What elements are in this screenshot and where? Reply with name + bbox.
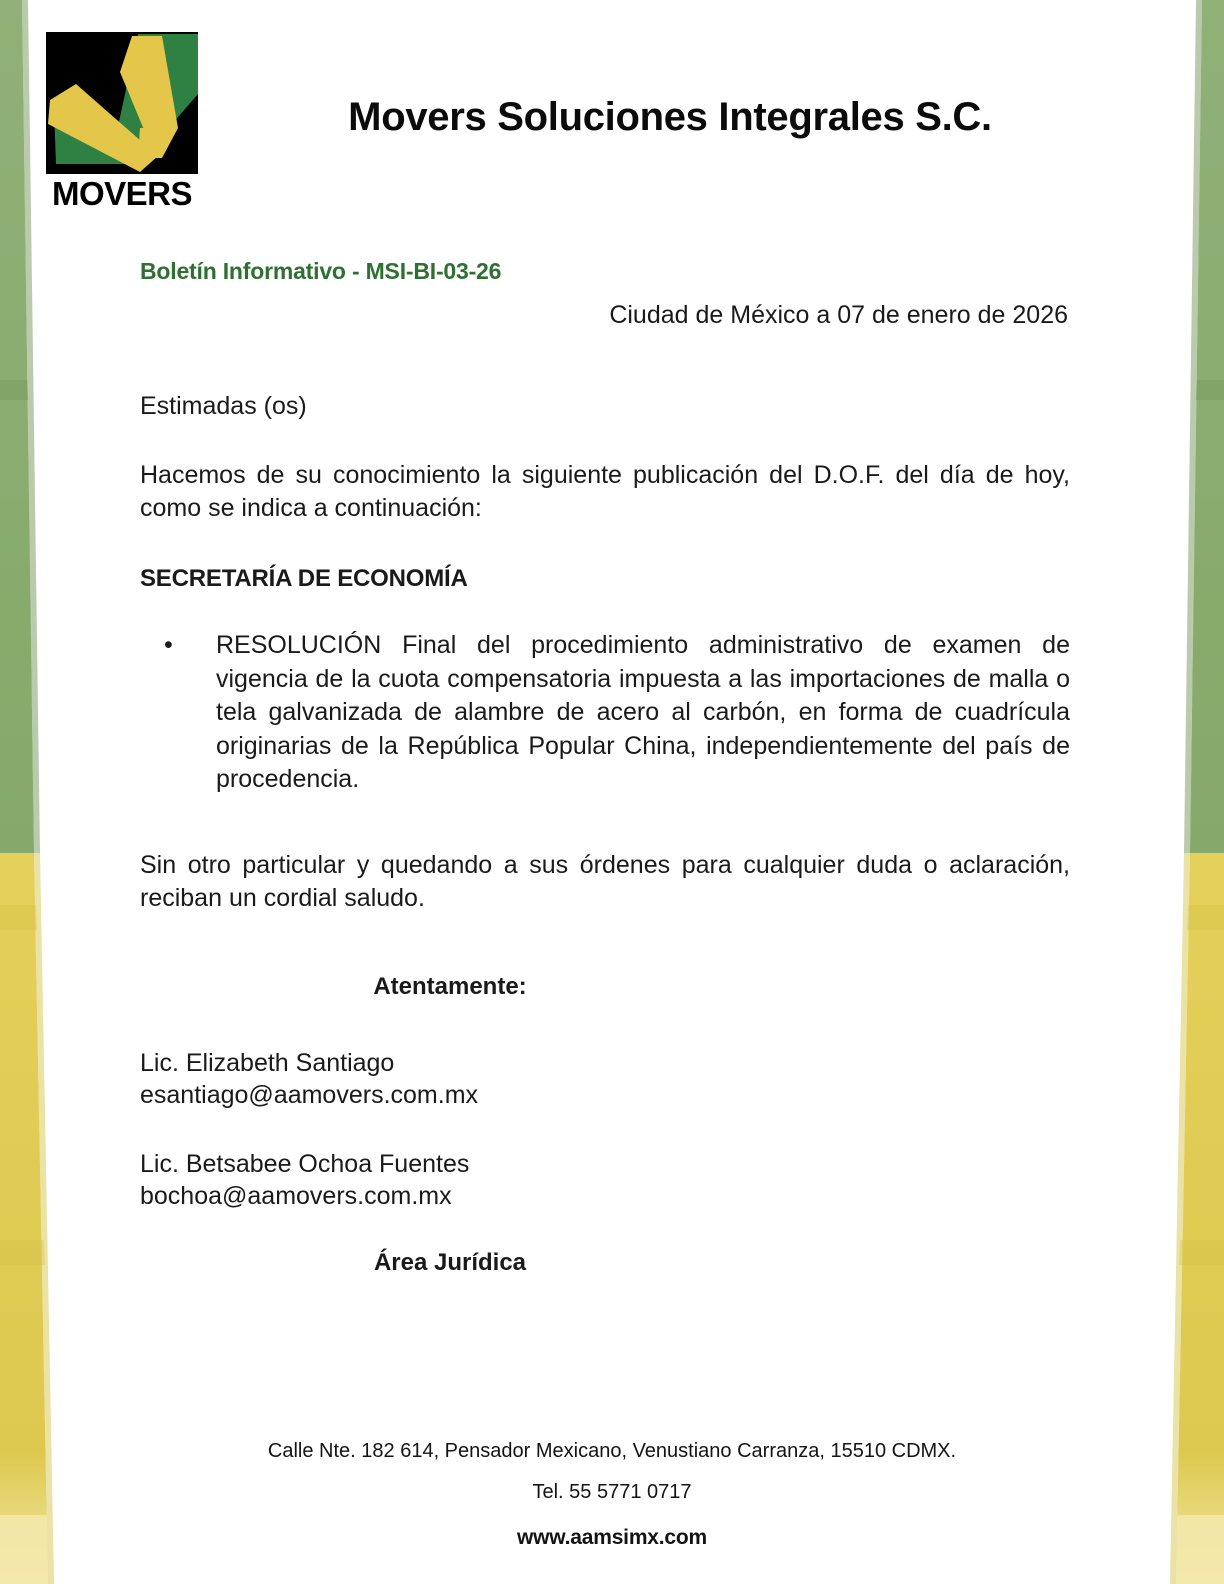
city-date: Ciudad de México a 07 de enero de 2026 (609, 301, 1068, 329)
closing-paragraph: Sin otro particular y quedando a sus órdenes para cualquier duda o aclaración, reciban un cordial saludo. (140, 850, 1070, 912)
movers-logo (46, 32, 198, 174)
letterhead-header (0, 0, 1224, 240)
signer-name: Lic. Elizabeth Santiago (140, 1048, 395, 1077)
list-item-text: RESOLUCIÓN Final del procedimiento administrativo de examen de vigencia de la cuota compensatoria impuesta a las importaciones de malla o tela galvanizada de alambre de acero al carbón, en forma de cuadrícula originarias de la República Popular China, independientemente del país de procedencia. (216, 631, 1070, 793)
section-heading-secretaria: SECRETARÍA DE ECONOMÍA (140, 565, 468, 592)
signer-name: Lic. Betsabee Ochoa Fuentes (140, 1149, 470, 1178)
signature-block (140, 1047, 1070, 1112)
list-item (140, 629, 1070, 797)
letterhead-footer (0, 1440, 1224, 1550)
letter-body (140, 258, 1070, 1277)
regards-line: Atentamente: (373, 972, 527, 1000)
signer-email[interactable]: esantiago@aamovers.com.mx (140, 1081, 479, 1109)
footer-address: Calle Nte. 182 614, Pensador Mexicano, Venustiano Carranza, 15510 CDMX. (267, 1440, 957, 1462)
intro-paragraph: Hacemos de su conocimiento la siguiente publicación del D.O.F. del día de hoy, como se indica a continuación: (140, 461, 1070, 522)
bulletin-id: Boletín Informativo - MSI-BI-03-26 (140, 258, 502, 284)
movers-wordmark: MOVERS (51, 175, 193, 212)
page-title: Movers Soluciones Integrales S.C. (348, 95, 992, 139)
bullet-point-icon: • (164, 631, 173, 659)
signer-email[interactable]: bochoa@aamovers.com.mx (140, 1182, 452, 1210)
greeting: Estimadas (os) (140, 392, 307, 420)
department-label: Área Jurídica (373, 1248, 527, 1276)
publication-list (140, 629, 1070, 797)
footer-website-link[interactable]: www.aamsimx.com (517, 1526, 707, 1549)
movers-chevron-logo-icon (46, 32, 198, 174)
signature-block (140, 1148, 1070, 1213)
footer-telephone: Tel. 55 5771 0717 (532, 1481, 692, 1503)
